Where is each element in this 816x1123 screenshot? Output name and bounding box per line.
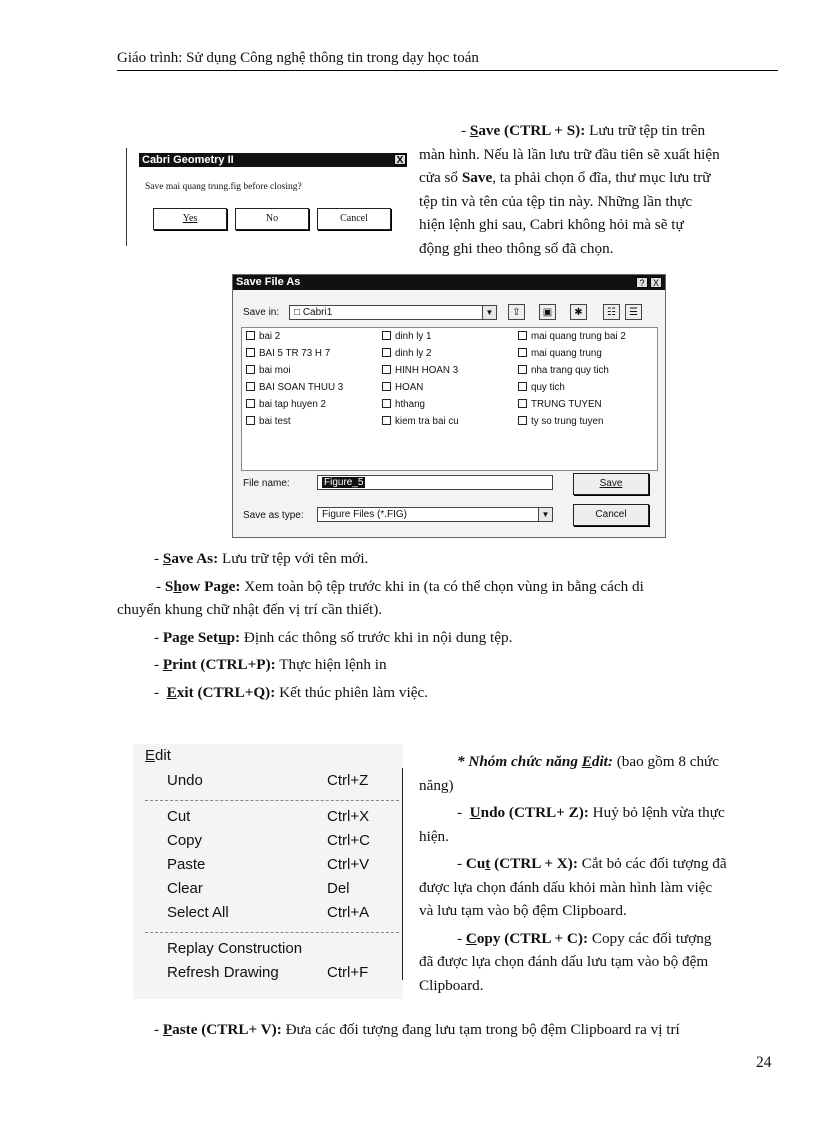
cabri-close-dialog bbox=[126, 148, 409, 246]
desktop-icon[interactable]: ▣ bbox=[539, 304, 556, 320]
file-icon bbox=[518, 416, 527, 425]
menu-item-refresh-drawing[interactable]: Refresh Drawing bbox=[167, 964, 279, 981]
list-view-icon[interactable]: ☷ bbox=[603, 304, 620, 320]
cabri-dialog-titlebar bbox=[139, 153, 407, 167]
file-item[interactable]: bai test bbox=[246, 416, 291, 427]
menu-separator bbox=[145, 932, 399, 933]
close-icon[interactable]: X bbox=[650, 277, 662, 288]
print-item: - Print (CTRL+P): Thực hiện lệnh in bbox=[154, 656, 387, 673]
file-icon bbox=[518, 331, 527, 340]
file-icon bbox=[246, 348, 255, 357]
shortcut-copy: Ctrl+C bbox=[327, 832, 370, 849]
file-icon bbox=[382, 365, 391, 374]
file-icon bbox=[246, 399, 255, 408]
file-item[interactable]: TRUNG TUYEN bbox=[518, 399, 602, 410]
no-button[interactable]: No bbox=[235, 208, 309, 230]
file-name-input[interactable]: Figure_5 bbox=[317, 475, 553, 490]
file-icon bbox=[382, 348, 391, 357]
folder-icon bbox=[246, 331, 255, 340]
file-list bbox=[241, 327, 658, 471]
edit-section: * Nhóm chức năng Edit: (bao gồm 8 chức năng) - Undo (CTRL+ Z): Huỷ bỏ lệnh vừa thực hiện. - Cut (CTRL + X): Cắt bỏ các đối tượng đã được lựa chọn đánh dấu khỏi màn hình làm việc và lưu tạm vào bộ đệm Clipboard. - Copy (CTRL + C): Copy các đối tượng đã được lựa chọn đánh dấu lưu tạm vào bộ đệm Clipboard. bbox=[419, 753, 727, 994]
chevron-down-icon: ▼ bbox=[538, 508, 552, 521]
up-folder-icon[interactable]: ⇪ bbox=[508, 304, 525, 320]
menu-item-replay-construction[interactable]: Replay Construction bbox=[167, 940, 303, 957]
shortcut-select-all: Ctrl+A bbox=[327, 904, 370, 921]
header-rule bbox=[117, 70, 778, 71]
yes-button[interactable]: Yes bbox=[153, 208, 227, 230]
save-in-select[interactable]: □ Cabri1 ▼ bbox=[289, 305, 497, 320]
file-name-label: File name: bbox=[243, 478, 290, 489]
file-icon bbox=[382, 331, 391, 340]
file-icon bbox=[518, 382, 527, 391]
save-file-as-dialog bbox=[232, 274, 666, 538]
file-item[interactable]: ty so trung tuyen bbox=[518, 416, 603, 427]
file-icon bbox=[382, 399, 391, 408]
file-icon bbox=[382, 382, 391, 391]
page-number: 24 bbox=[756, 1054, 772, 1071]
paste-description: - Paste (CTRL+ V): Đưa các đối tượng đang lưu tạm trong bộ đệm Clipboard ra vị trí bbox=[154, 1021, 680, 1038]
folder-icon: □ bbox=[294, 307, 303, 318]
file-icon bbox=[246, 416, 255, 425]
save-in-label: Save in: bbox=[243, 307, 280, 318]
menu-border bbox=[402, 768, 403, 980]
shortcut-paste: Ctrl+V bbox=[327, 856, 370, 873]
file-item[interactable]: dinh ly 2 bbox=[382, 348, 432, 359]
menu-item-copy[interactable]: Copy bbox=[167, 832, 203, 849]
exit-item: - Exit (CTRL+Q): Kết thúc phiên làm việc. bbox=[154, 683, 428, 701]
save-button[interactable]: Save bbox=[573, 473, 649, 495]
save-dialog-titlebar bbox=[233, 275, 665, 290]
menu-separator bbox=[145, 800, 399, 801]
save-dialog-title: Save File As bbox=[236, 276, 301, 288]
file-item[interactable]: HINH HOAN 3 bbox=[382, 365, 458, 376]
file-icon bbox=[246, 365, 255, 374]
file-item[interactable]: BAI 5 TR 73 H 7 bbox=[246, 348, 330, 359]
shortcut-refresh-drawing: Ctrl+F bbox=[327, 964, 369, 981]
file-item[interactable]: bai moi bbox=[246, 365, 291, 376]
shortcut-clear: Del bbox=[327, 880, 350, 897]
menu-item-select-all[interactable]: Select All bbox=[167, 904, 229, 921]
show-page-item: - Show Page: Xem toàn bộ tệp trước khi in (ta có thể chọn vùng in bằng cách di bbox=[156, 577, 644, 595]
file-item[interactable]: kiem tra bai cu bbox=[382, 416, 459, 427]
file-items-list bbox=[117, 547, 780, 704]
details-view-icon[interactable]: ☰ bbox=[625, 304, 642, 320]
page-setup-item: - Page Setup: Định các thông số trước khi in nội dung tệp. bbox=[154, 628, 513, 646]
edit-menu bbox=[133, 744, 403, 999]
edit-menu-title[interactable]: Edit bbox=[145, 747, 171, 764]
shortcut-cut: Ctrl+X bbox=[327, 808, 370, 825]
chevron-down-icon: ▼ bbox=[482, 306, 496, 319]
save-as-type-label: Save as type: bbox=[243, 510, 304, 521]
file-icon bbox=[382, 416, 391, 425]
file-item[interactable]: nha trang quy tich bbox=[518, 365, 609, 376]
file-item[interactable]: dinh ly 1 bbox=[382, 331, 432, 342]
save-as-type-select[interactable]: Figure Files (*.FIG) ▼ bbox=[317, 507, 553, 522]
file-item[interactable]: BAI SOAN THUU 3 bbox=[246, 382, 343, 393]
file-item[interactable]: bai tap huyen 2 bbox=[246, 399, 326, 410]
menu-item-undo[interactable]: Undo bbox=[167, 772, 203, 789]
file-icon bbox=[518, 365, 527, 374]
file-item[interactable]: HOAN bbox=[382, 382, 423, 393]
menu-item-cut[interactable]: Cut bbox=[167, 808, 191, 825]
cancel-button[interactable]: Cancel bbox=[317, 208, 391, 230]
new-folder-icon[interactable]: ✱ bbox=[570, 304, 587, 320]
cabri-dialog-title: Cabri Geometry II bbox=[142, 154, 234, 166]
help-icon[interactable]: ? bbox=[636, 277, 648, 288]
save-as-item: - Save As: Lưu trữ tệp với tên mới. bbox=[154, 550, 369, 567]
cabri-dialog-message: Save mai quang trung.fig before closing? bbox=[145, 182, 302, 192]
file-item[interactable]: quy tich bbox=[518, 382, 565, 393]
file-icon bbox=[246, 382, 255, 391]
running-header: Giáo trình: Sử dụng Công nghệ thông tin trong dạy học toán bbox=[117, 50, 479, 66]
file-icon bbox=[518, 399, 527, 408]
file-item[interactable]: mai quang trung bbox=[518, 348, 602, 359]
close-icon[interactable]: X bbox=[394, 154, 406, 165]
menu-item-clear[interactable]: Clear bbox=[167, 880, 203, 897]
cancel-button[interactable]: Cancel bbox=[573, 504, 649, 526]
shortcut-undo: Ctrl+Z bbox=[327, 772, 369, 789]
folder-item[interactable]: bai 2 bbox=[246, 331, 280, 342]
file-item[interactable]: mai quang trung bai 2 bbox=[518, 331, 626, 342]
save-description: - Save (CTRL + S): Lưu trữ tệp tin trên màn hình. Nếu là lần lưu trữ đầu tiên sẽ xuất hiện cửa sổ Save, ta phải chọn ổ đĩa, thư mục lưu trữ tệp tin và tên của tệp tin này. Những lần thực hiện lệnh ghi sau, Cabri không hỏi mà sẽ tự động ghi theo thông số đã chọn. bbox=[419, 122, 720, 257]
show-page-item-continued: chuyển khung chữ nhật đến vị trí cần thiết). bbox=[117, 601, 383, 618]
file-icon bbox=[518, 348, 527, 357]
menu-item-paste[interactable]: Paste bbox=[167, 856, 206, 873]
file-item[interactable]: hthang bbox=[382, 399, 425, 410]
